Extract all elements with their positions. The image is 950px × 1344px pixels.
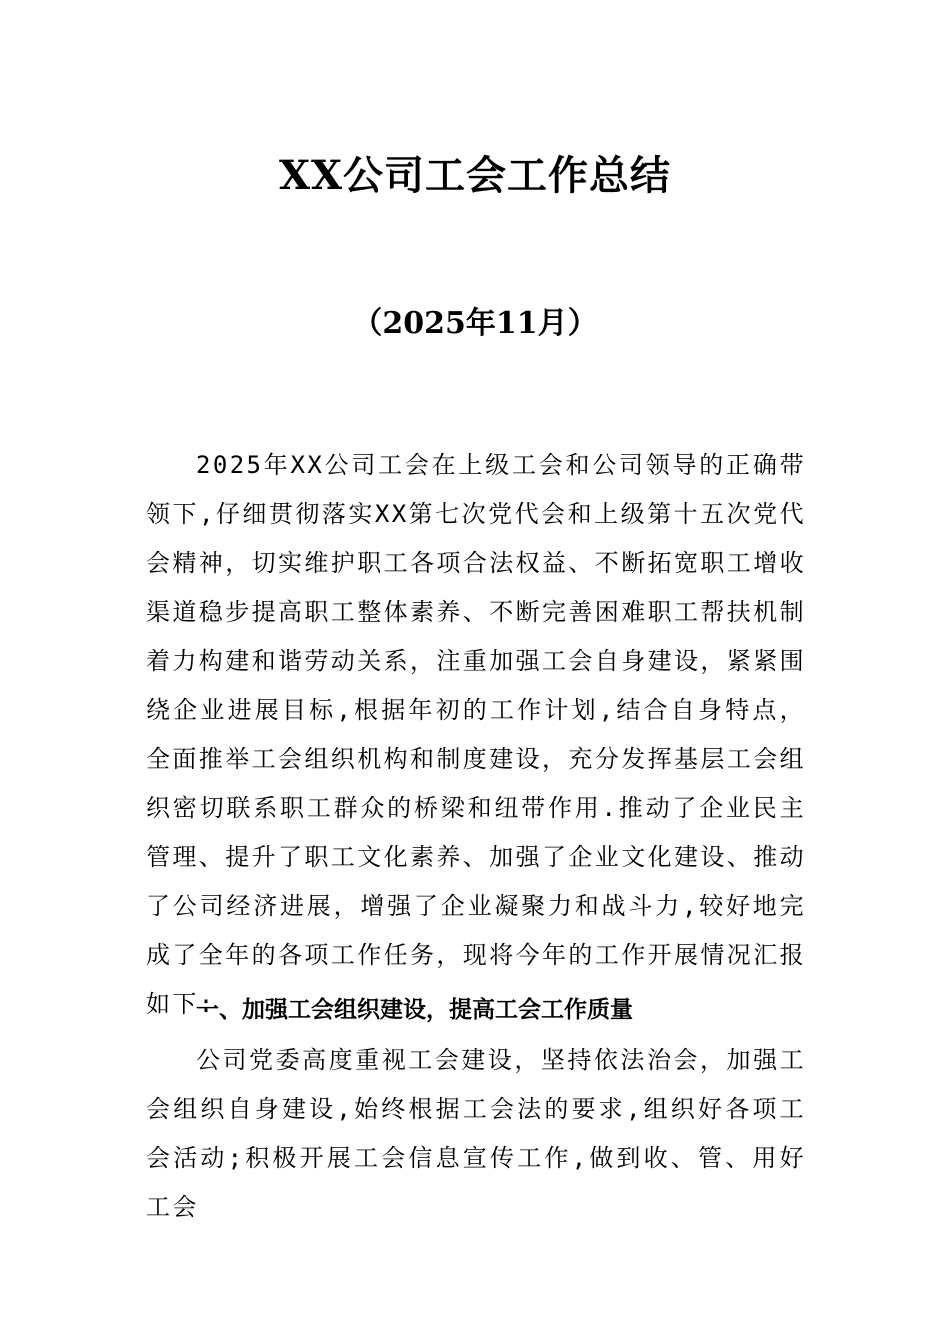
document-date: （2025年11月） — [352, 306, 598, 341]
intro-paragraph: 2025年XX公司工会在上级工会和公司领导的正确带领下,仔细贯彻落实XX第七次党代会和上级第十五次党代会精神，切实维护职工各项合法权益、不断拓宽职工增收渠道稳步提高职工整体素养、不断完善困难职工帮扶机制着力构建和谐劳动关系，注重加强工会自身建设，紧紧围绕企业进展目标,根据年初的工作计划,结合自身特点，全面推举工会组织机构和制度建设，充分发挥基层工会组织密切联系职工群众的桥梁和纽带作用.推动了企业民主管理、提升了职工文化素养、加强了企业文化建设、推动了公司经济进展，增强了企业凝聚力和战斗力,较好地完成了全年的各项工作任务，现将今年的工作开展情况汇报如下: — [146, 451, 806, 1018]
section-1-paragraph: 公司党委高度重视工会建设，坚持依法治会，加强工会组织自身建设,始终根据工会法的要求,组织好各项工会活动;积极开展工会信息宣传工作,做到收、管、用好工会 — [146, 1046, 806, 1221]
document-title: XX公司工会工作总结 — [278, 152, 672, 199]
section-heading-1: 一、加强工会组织建设，提高工会工作质量 — [196, 997, 633, 1023]
